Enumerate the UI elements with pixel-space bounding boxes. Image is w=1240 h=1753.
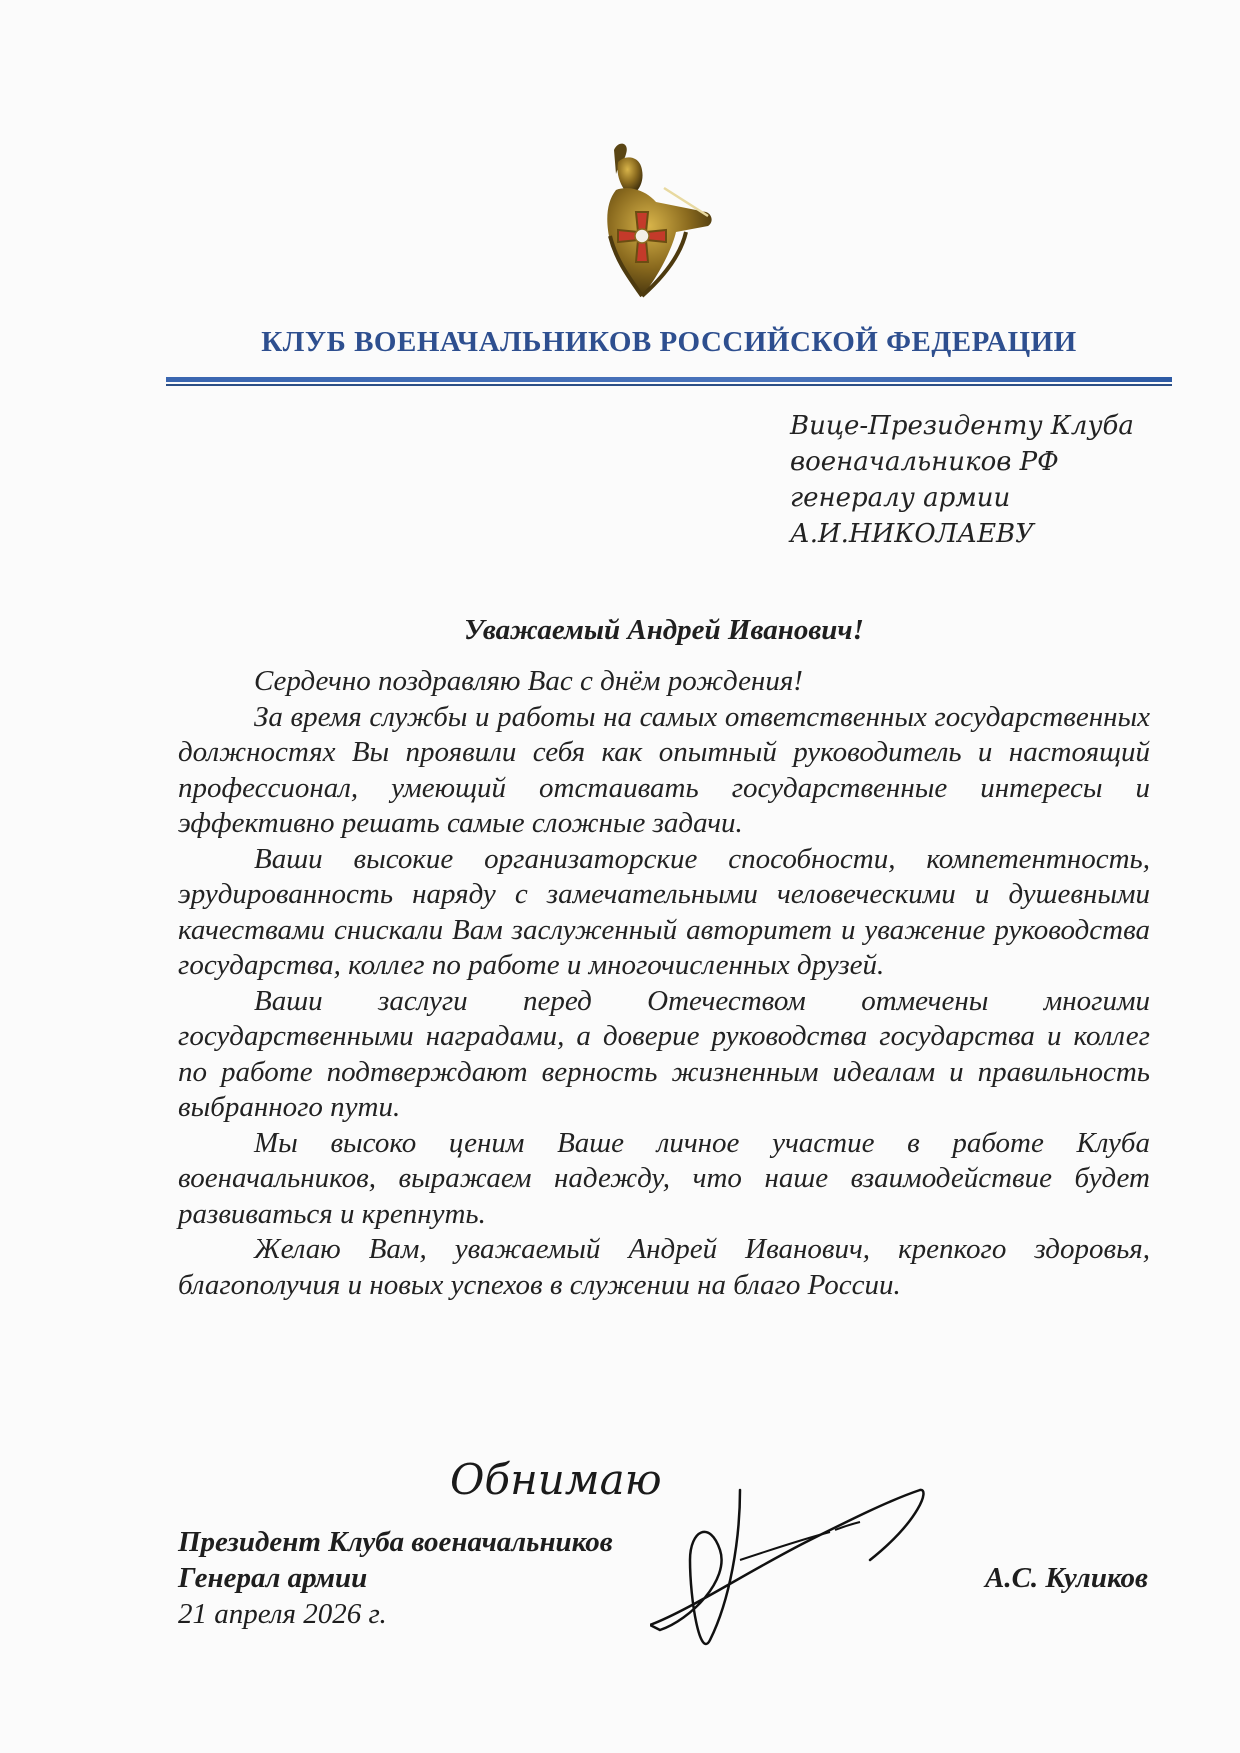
addressee-line: военачальников РФ bbox=[790, 447, 1059, 477]
header-rule-thick bbox=[166, 377, 1172, 382]
signatory-block bbox=[178, 1524, 648, 1632]
handwritten-note: Обнимаю bbox=[450, 1455, 662, 1504]
body-paragraph: Мы высоко ценим Ваше личное участие в работе Клуба военачальников, выражаем надежду, что наше взаимодействие будет развиваться и крепнуть. bbox=[178, 1126, 1150, 1230]
body-paragraph: Ваши высокие организаторские способности, компетентность, эрудированность наряду с замечательными человеческими и душевными качествами снискали Вам заслуженный авторитет и уважение руководства государства, коллег по работе и многочисленных друзей. bbox=[178, 842, 1150, 981]
body-paragraph: Ваши заслуги перед Отечеством отмечены многими государственными наградами, а доверие руководства государства и коллег по работе подтверждают верность жизненным идеалам и правильность выбранного пути. bbox=[178, 984, 1150, 1123]
body-paragraph: Сердечно поздравляю Вас с днём рождения! bbox=[254, 665, 803, 697]
letter-date: 21 апреля 2026 г. bbox=[178, 1598, 387, 1630]
signatory-position: Президент Клуба военачальников bbox=[178, 1526, 613, 1558]
knight-order-cross-emblem-icon bbox=[596, 140, 736, 300]
body-paragraph: Желаю Вам, уважаемый Андрей Иванович, крепкого здоровья, благополучия и новых успехов в служении на благо России. bbox=[178, 1233, 1150, 1301]
addressee-line: генералу армии bbox=[790, 483, 1011, 513]
header-rule-thin bbox=[166, 384, 1172, 386]
addressee-line: Вице-Президенту Клуба bbox=[790, 411, 1134, 441]
signatory-rank: Генерал армии bbox=[178, 1562, 368, 1594]
organization-title: КЛУБ ВОЕНАЧАЛЬНИКОВ РОССИЙСКОЙ ФЕДЕРАЦИИ bbox=[261, 326, 1077, 358]
signatory-name: А.С. Куликов bbox=[984, 1562, 1148, 1594]
addressee-line: А.И.НИКОЛАЕВУ bbox=[790, 519, 1034, 549]
letter-body bbox=[178, 664, 1150, 1303]
addressee-block bbox=[790, 408, 1134, 552]
body-paragraph: За время службы и работы на самых ответственных государственных должностях Вы проявили себя как опытный руководитель и настоящий профессионал, умеющий отстаивать государственные интересы и эффективно решать самые сложные задачи. bbox=[178, 700, 1150, 839]
salutation: Уважаемый Андрей Иванович! bbox=[464, 614, 864, 646]
handwritten-signature-icon bbox=[650, 1470, 980, 1670]
